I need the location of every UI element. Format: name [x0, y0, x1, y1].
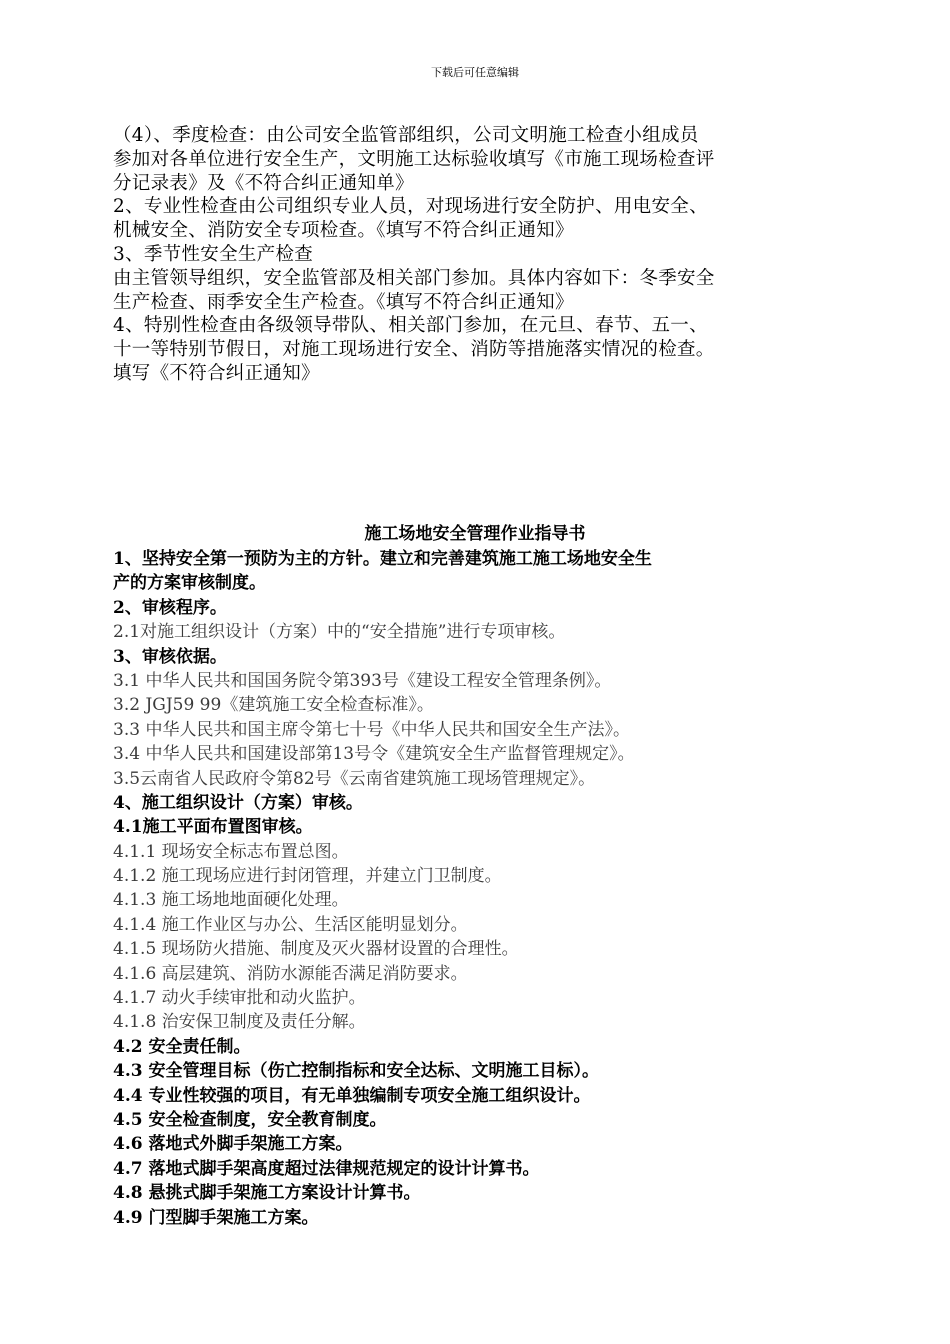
paragraph-line: （4）、季度检查：由公司安全监管部组织，公司文明施工检查小组成员 [113, 125, 699, 146]
guideline-heading: 4.9 门型脚手架施工方案。 [113, 1207, 319, 1228]
guideline-heading: 1、坚持安全第一预防为主的方针。建立和完善建筑施工施工场地安全生 [113, 549, 652, 569]
guideline-heading: 3、审核依据。 [113, 646, 227, 667]
guideline-item: 4.1.4 施工作业区与办公、生活区能明显划分。 [113, 914, 468, 935]
guideline-heading: 4、施工组织设计（方案）审核。 [113, 792, 363, 813]
guideline-heading: 4.8 悬挑式脚手架施工方案设计计算书。 [113, 1183, 421, 1204]
paragraph-line: 3、季节性安全生产检查 [113, 243, 314, 265]
guideline-heading: 2、审核程序。 [113, 597, 227, 618]
header-note: 下载后可任意编辑 [431, 66, 519, 79]
paragraph-line: 由主管领导组织，安全监管部及相关部门参加。具体内容如下：冬季安全 [113, 267, 715, 289]
guideline-item: 4.1.1 现场安全标志布置总图。 [113, 841, 349, 862]
guideline-item: 4.1.2 施工现场应进行封闭管理，并建立门卫制度。 [113, 866, 502, 887]
guideline-heading: 4.6 落地式外脚手架施工方案。 [113, 1134, 353, 1155]
document-title: 施工场地安全管理作业指导书 [364, 524, 586, 544]
paragraph-line: 生产检查、雨季安全生产检查。《填写不符合纠正通知》 [113, 291, 574, 313]
guideline-heading: 4.1施工平面布置图审核。 [113, 817, 313, 838]
guideline-heading: 4.3 安全管理目标（伤亡控制指标和安全达标、文明施工目标）。 [113, 1061, 599, 1082]
paragraph-line: 填写《不符合纠正通知》 [113, 362, 320, 384]
guideline-item: 4.1.7 动火手续审批和动火监护。 [113, 988, 366, 1009]
guideline-item: 2.1对施工组织设计（方案）中的“安全措施”进行专项审核。 [113, 622, 566, 643]
paragraph-line: 2、专业性检查由公司组织专业人员，对现场进行安全防护、用电安全、 [113, 196, 708, 218]
guideline-item: 4.1.8 治安保卫制度及责任分解。 [113, 1012, 366, 1033]
guideline-heading: 4.4 专业性较强的项目，有无单独编制专项安全施工组织设计。 [113, 1085, 591, 1106]
guideline-item: 3.5云南省人民政府令第82号《云南省建筑施工现场管理规定》。 [113, 768, 596, 789]
guideline-item: 3.1 中华人民共和国国务院令第393号《建设工程安全管理条例》。 [113, 670, 612, 691]
guideline-item: 3.3 中华人民共和国主席令第七十号《中华人民共和国安全生产法》。 [113, 719, 630, 740]
inspection-section [113, 124, 853, 386]
guideline-heading: 4.5 安全检查制度，安全教育制度。 [113, 1109, 387, 1130]
guideline-item: 3.2 JGJ59 99《建筑施工安全检查标准》。 [113, 695, 434, 716]
paragraph-line: 机械安全、消防安全专项检查。《填写不符合纠正通知》 [113, 220, 574, 242]
guideline-item: 4.1.5 现场防火措施、制度及灭火器材设置的合理性。 [113, 939, 519, 960]
guideline-section [113, 547, 853, 1230]
paragraph-line: 分记录表》及《不符合纠正通知单》 [113, 172, 414, 194]
paragraph-line: 十一等特别节假日，对施工现场进行安全、消防等措施落实情况的检查。 [113, 339, 715, 361]
guideline-item: 4.1.3 施工场地地面硬化处理。 [113, 890, 349, 911]
guideline-item: 4.1.6 高层建筑、消防水源能否满足消防要求。 [113, 963, 468, 984]
guideline-item: 3.4 中华人民共和国建设部第13号令《建筑安全生产监督管理规定》。 [113, 744, 635, 765]
paragraph-line: 参加对各单位进行安全生产，文明施工达标验收填写《市施工现场检查评 [113, 148, 715, 170]
guideline-heading: 产的方案审核制度。 [113, 573, 266, 594]
guideline-heading: 4.2 安全责任制。 [113, 1036, 251, 1057]
guideline-heading: 4.7 落地式脚手架高度超过法律规范规定的设计计算书。 [113, 1158, 540, 1179]
paragraph-line: 4、特别性检查由各级领导带队、相关部门参加，在元旦、春节、五一、 [113, 315, 708, 337]
